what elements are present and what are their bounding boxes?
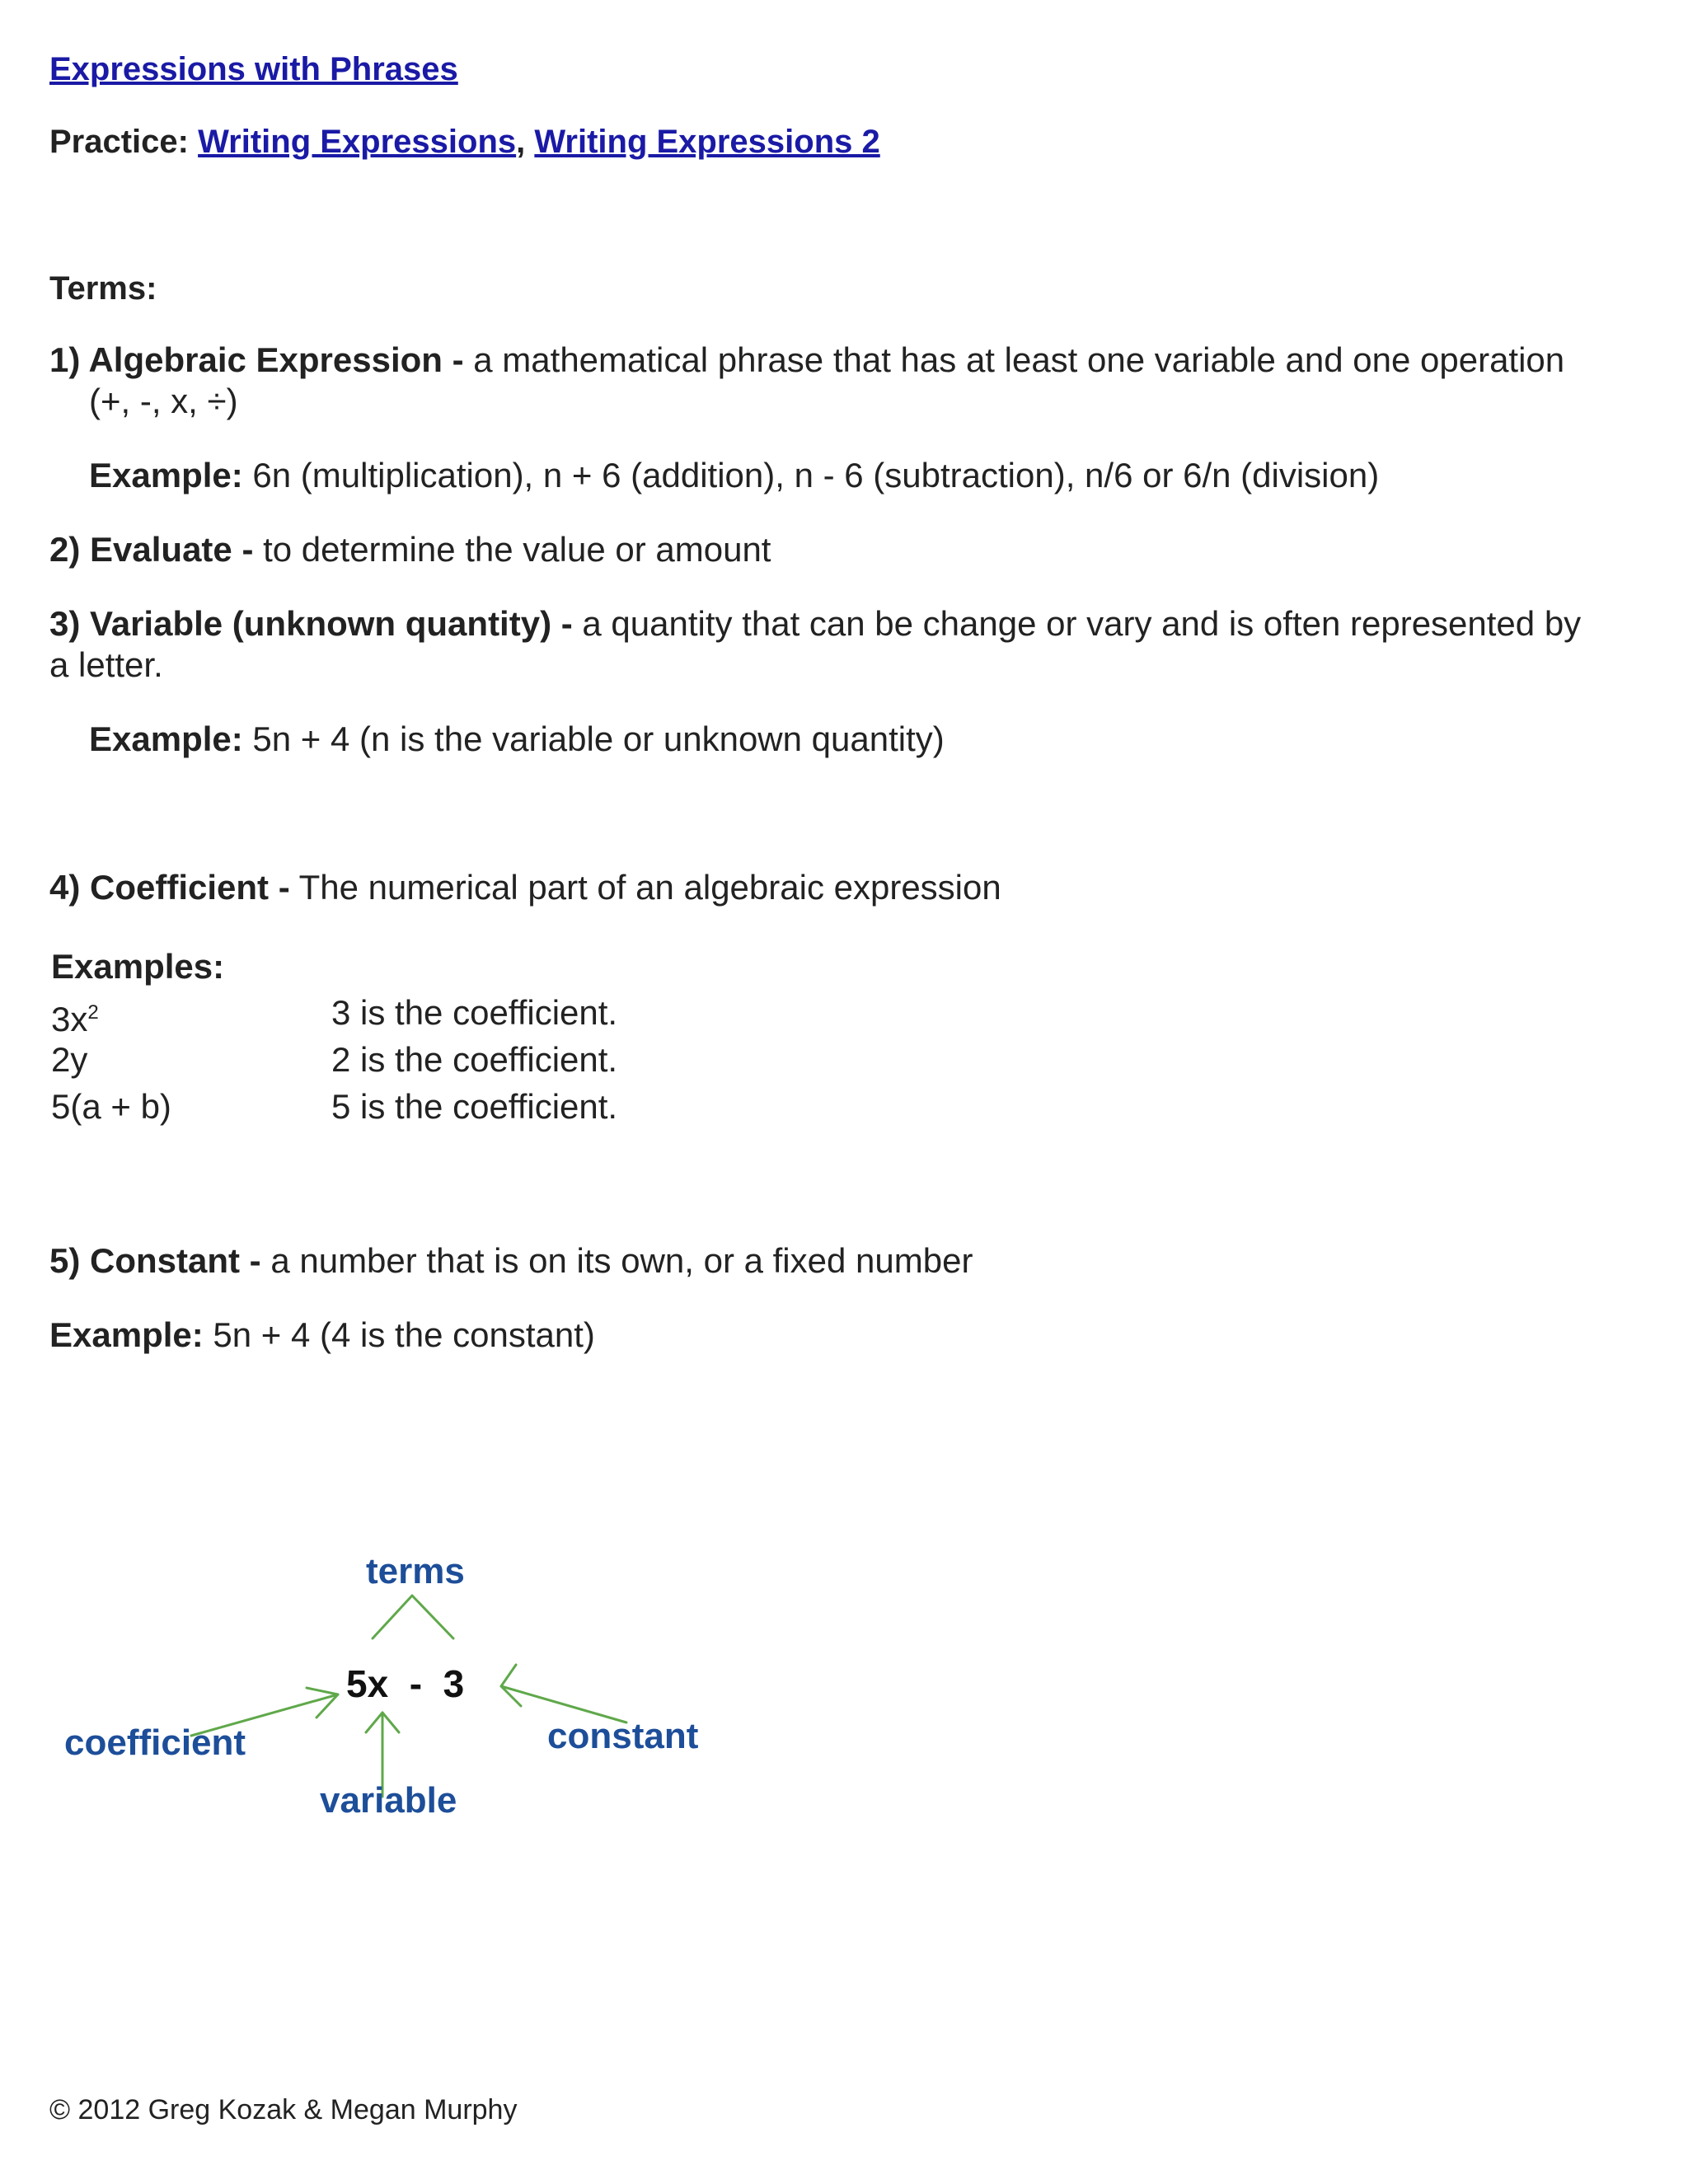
practice-separator: , <box>516 124 526 160</box>
terms-heading: Terms: <box>49 270 157 307</box>
practice-label: Practice: <box>49 124 189 160</box>
example-constant <box>49 1315 595 1356</box>
definition-text: a mathematical phrase that has at least one variable and one operation <box>473 340 1565 379</box>
definition-coefficient <box>49 867 1001 908</box>
label-constant: constant <box>547 1716 699 1756</box>
expression-text: 5x - 3 <box>346 1662 465 1705</box>
writing-expressions-link[interactable]: Writing Expressions <box>198 124 517 160</box>
definition-text: The numerical part of an algebraic expression <box>298 868 1001 907</box>
example-label: Example: <box>49 1315 204 1354</box>
definition-term: 2) Evaluate - <box>49 530 254 569</box>
coefficient-example-note: 5 is the coefficient. <box>331 1087 618 1126</box>
coefficient-example-note: 2 is the coefficient. <box>331 1040 618 1079</box>
label-terms: terms <box>366 1551 465 1591</box>
expressions-with-phrases-link[interactable]: Expressions with Phrases <box>49 51 458 87</box>
example-text: 5n + 4 (n is the variable or unknown quantity) <box>252 719 945 758</box>
example-text: 6n (multiplication), n + 6 (addition), n - 6 (subtraction), n/6 or 6/n (division) <box>252 456 1380 494</box>
practice-line <box>49 122 880 162</box>
definition-term: 3) Variable (unknown quantity) - <box>49 604 573 643</box>
label-coefficient: coefficient <box>64 1722 246 1763</box>
diagram-expression <box>346 1661 464 1706</box>
definition-term: 4) Coefficient - <box>49 868 290 907</box>
definition-constant <box>49 1240 973 1282</box>
coefficient-example-expression <box>51 1086 171 1127</box>
coefficient-example-note: 3 is the coefficient. <box>331 993 618 1032</box>
definition-term: 1) Algebraic Expression - <box>49 340 464 379</box>
terms-caret <box>373 1596 453 1638</box>
example-text: 5n + 4 (4 is the constant) <box>213 1315 595 1354</box>
expression-parts-diagram <box>49 1541 742 1854</box>
coefficient-example-expression <box>51 992 99 1040</box>
definition-evaluate <box>49 529 771 570</box>
examples-heading: Examples: <box>51 947 225 986</box>
example-variable <box>89 719 945 760</box>
definition-term: 5) Constant - <box>49 1241 261 1280</box>
definition-text: a quantity that can be change or vary and is often represented by <box>582 604 1582 643</box>
definition-text-continued: (+, -, x, ÷) <box>89 382 238 420</box>
example-label: Example: <box>89 719 243 758</box>
expression-base: 5(a + b) <box>51 1087 171 1126</box>
definition-text: to determine the value or amount <box>263 530 771 569</box>
expression-base: 2y <box>51 1040 88 1079</box>
example-algebraic-expression <box>89 455 1379 496</box>
coefficient-example-expression <box>51 1039 87 1080</box>
example-label: Example: <box>89 456 243 494</box>
definition-variable <box>49 603 1581 644</box>
writing-expressions-2-link[interactable]: Writing Expressions 2 <box>534 124 880 160</box>
label-variable: variable <box>320 1780 457 1821</box>
constant-arrowhead <box>501 1665 521 1706</box>
copyright-footer: © 2012 Greg Kozak & Megan Murphy <box>49 2094 518 2125</box>
definition-algebraic-expression <box>49 340 1564 381</box>
definition-text-continued: a letter. <box>49 645 163 684</box>
expression-base: 3x <box>51 1000 88 1038</box>
expression-exponent: 2 <box>87 1001 99 1024</box>
definition-text: a number that is on its own, or a fixed number <box>270 1241 973 1280</box>
